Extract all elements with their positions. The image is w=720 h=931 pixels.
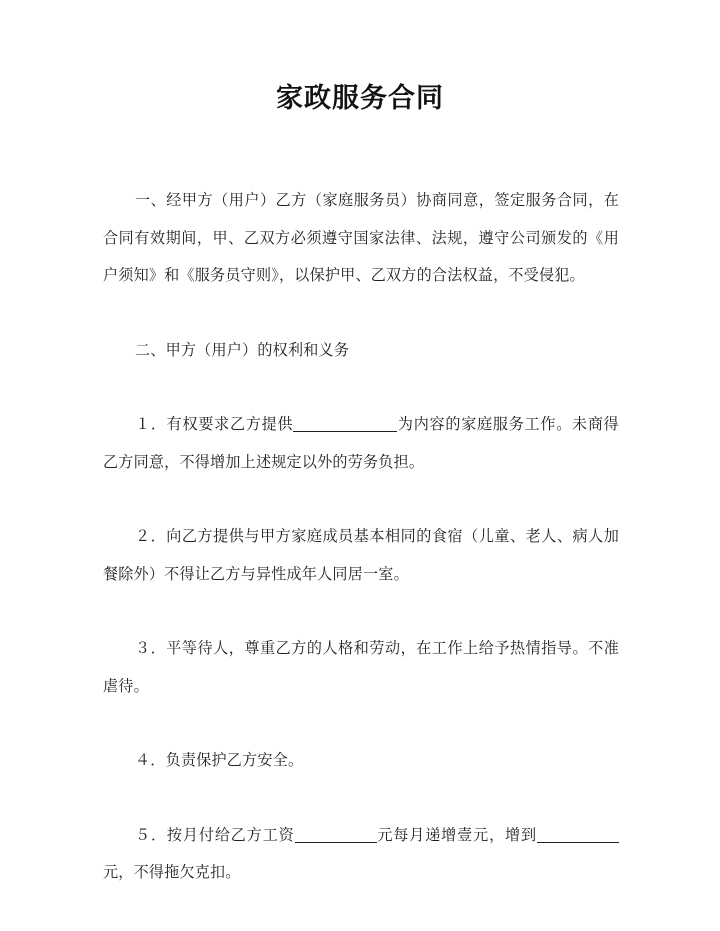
- item-1-text-after: 为内容的家庭服务工作。未商得乙方同意，不得增加上述规定以外的劳务负担。: [103, 415, 619, 471]
- paragraph-item-2: ２．向乙方提供与甲方家庭成员基本相同的食宿（儿童、老人、病人加餐除外）不得让乙方与异性成年人同居一室。: [103, 527, 619, 583]
- spacer: [103, 705, 619, 742]
- document-body: [103, 182, 619, 892]
- item-5-blank-max-wage[interactable]: [537, 827, 619, 843]
- paragraph-item-5: [103, 817, 619, 892]
- spacer: [103, 780, 619, 817]
- page-title: 家政服务合同: [276, 83, 444, 114]
- heading-section-two: 二、甲方（用户）的权利和义务: [135, 340, 350, 359]
- spacer: [103, 593, 619, 630]
- paragraph-item-4: ４．负责保护乙方安全。: [135, 751, 304, 769]
- paragraph-section-one: 一、经甲方（用户）乙方（家庭服务员）协商同意，签定服务合同，在合同有效期间，甲、乙双方必须遵守国家法律、法规，遵守公司颁发的《用户须知》和《服务员守则》，以保护甲、乙双方的合法权益，不受侵犯。: [103, 191, 619, 284]
- paragraph-item-1: [103, 406, 619, 481]
- paragraph-item-3: ３．平等待人，尊重乙方的人格和劳动，在工作上给予热情指导。不准虐待。: [103, 639, 619, 695]
- item-5-text-after: 元，不得拖欠克扣。: [103, 863, 241, 881]
- item-5-text-middle: 元每月递增壹元，增到: [376, 825, 537, 844]
- item-5-text-before: ５．按月付给乙方工资: [135, 825, 295, 844]
- item-1-text-before: １．有权要求乙方提供: [135, 415, 294, 433]
- spacer: [103, 481, 619, 518]
- item-5-blank-initial-wage[interactable]: [295, 827, 377, 843]
- spacer: [103, 295, 619, 332]
- item-1-blank-service-content[interactable]: [293, 416, 397, 432]
- spacer: [103, 369, 619, 406]
